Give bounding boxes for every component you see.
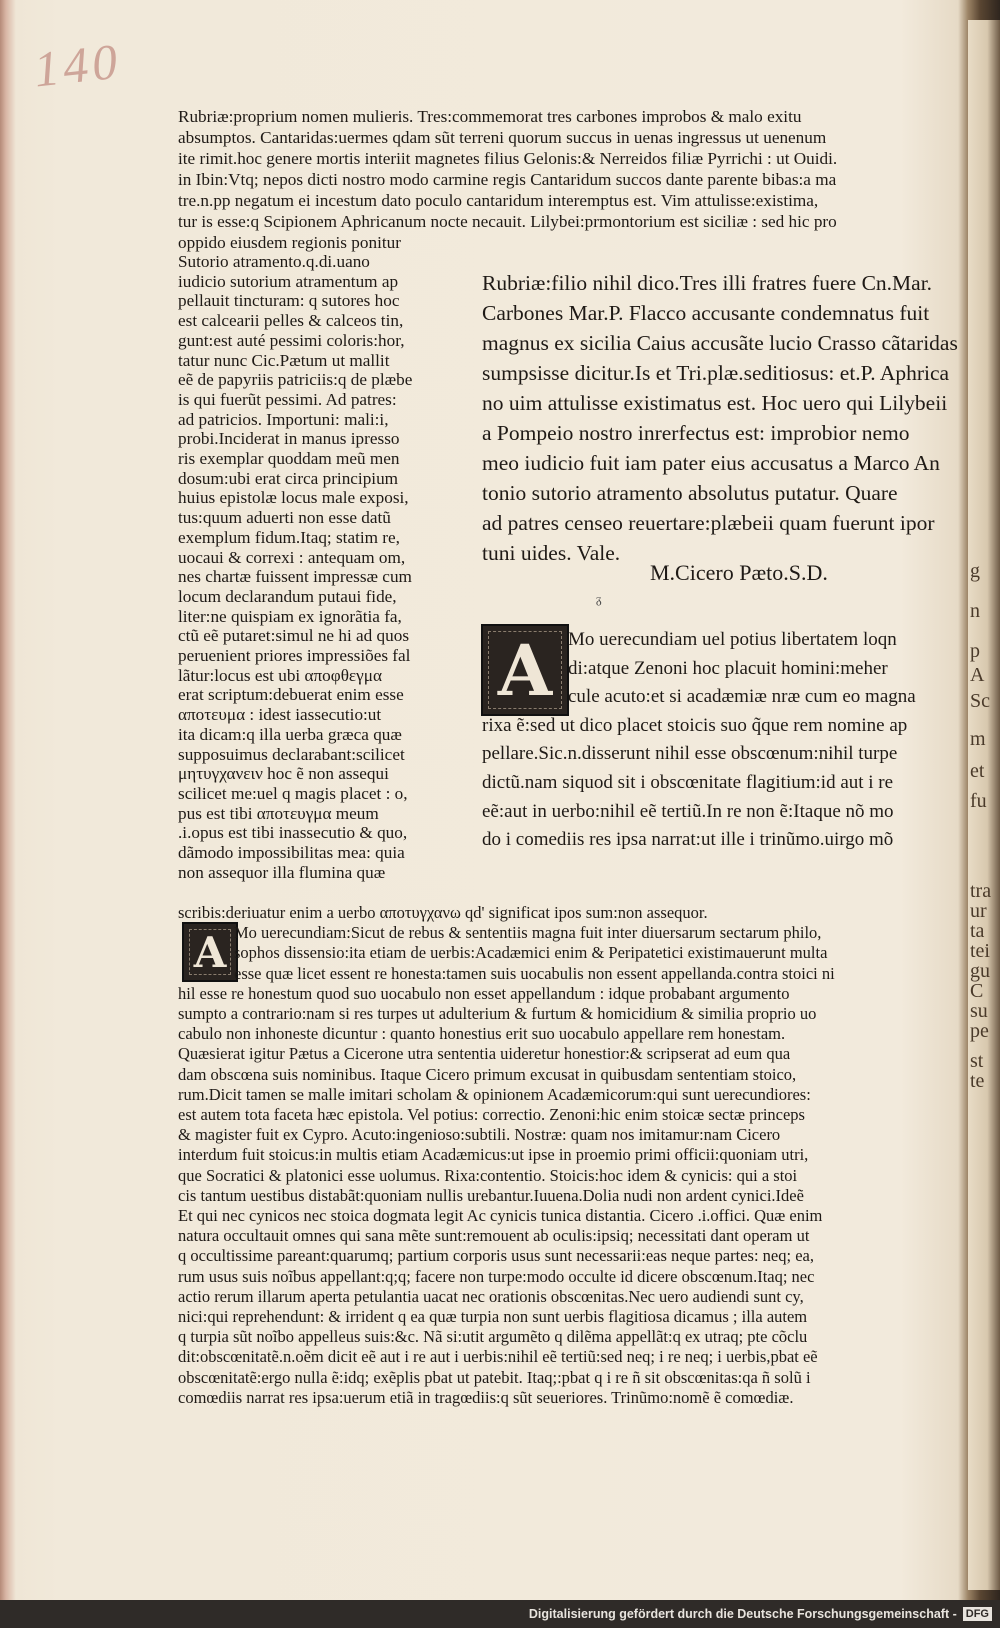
footer-credit: Digitalisierung gefördert durch die Deutsche Forschungsgemeinschaft -: [528, 1607, 957, 1621]
facing-page-fragment: m: [970, 728, 986, 750]
text-line: tur is esse:q Scipionem Aphricanum nocte necauit. Lilybei:prmontorium est siciliæ : sed hic pro: [178, 212, 837, 231]
text-line: nes chartæ fuissent impressæ cum: [178, 567, 412, 587]
folio-number: 140: [31, 32, 124, 98]
facing-page-fragment: pe: [970, 1020, 989, 1042]
text-line: comœdiis narrat res ipsa:uerum etiã in tragœdiis:q sũt seueriores. Trinũmo:nomẽ ẽ comœdiæ.: [178, 1387, 794, 1407]
text-line: tre.n.pp negatum ei incestum dato poculo cantaridum interemptus est. Vim attulisse:existima,: [178, 191, 819, 210]
text-line: nici:qui reprehendunt: & irrident q ea quæ turpia non sunt uerbis flagitiosa dicamus ; illa autem: [178, 1307, 808, 1327]
text-line: eẽ:aut in uerbo:nihil eẽ tertiũ.In re non ẽ:Itaque nõ mo: [482, 800, 894, 822]
text-line: natura occultauit omnes qui sana mẽte sunt:remouent ab oculis:ipsiq; necessitati dant operam ut: [178, 1226, 810, 1246]
text-line: cabulo non inhoneste dicuntur : quanto honestius erit suo uocabulo appellare rem honestam.: [178, 1024, 786, 1044]
facing-page-fragment: n: [970, 600, 980, 622]
text-line: scribis:deriuatur enim a uerbo αποτυγχανω qd' significat ipos sum:non assequor.: [178, 903, 708, 922]
text-line: scilicet me:uel q magis placet : o,: [178, 783, 408, 803]
text-line: obscœnitatẽ:ergo nulla ẽ:idq; exẽplis pbat ut patebit. Itaq;:pbat q i re ñ sit obscœnitas:qa ñ solũ i: [178, 1367, 811, 1387]
text-line: hil esse re honestum quod suo uocabulo non esset appellandum : idque probabant argumento: [178, 983, 790, 1003]
text-line: Et qui nec cynicos nec stoica dogmata legit Ac cynicis tunica distantia. Cicero .i.offici. Quæ enim: [178, 1206, 823, 1226]
text-line: rum usus suis noĩbus appellant:q;q; facere non turpe:modo occulte id dicere obscœnum.Itaq; nec: [178, 1266, 815, 1286]
text-line: uocaui & correxi : antequam om,: [178, 547, 406, 567]
text-line: lãtur:locus est ubi αποφθεγμα: [178, 665, 382, 685]
text-line: ite rimit.hoc genere mortis interiit magnetes filius Gelonis:& Nerreidos filiæ Pyrrichi : ut Ouidi.: [178, 149, 838, 168]
facing-page-fragment: C: [970, 980, 984, 1002]
letter-body-column: [482, 626, 968, 855]
text-line: sumpsisse dicitur.Is et Tri.plæ.seditiosus: et.P. Aphrica: [482, 361, 950, 385]
facing-page-fragment: et: [970, 760, 985, 782]
text-line: q occultissime pareant:quarumq; partium corporis usus sunt necessarii:eas neque partes: neq; ea,: [178, 1246, 814, 1266]
facing-page-fragment: p: [970, 640, 980, 662]
text-line: ris exemplar quoddam meũ men: [178, 449, 400, 469]
initial-letter: A: [193, 927, 227, 977]
text-line: & magister fuit ex Cypro. Acuto:ingenioso:subtili. Nostræ: quam nos imitamur:nam Cicero: [178, 1125, 781, 1145]
text-line: cule acuto:et si acadæmiæ nræ cum eo magna: [568, 686, 916, 708]
text-line: cis tantum uestibus distabãt:quoniam nullis urebantur.Iuuena.Dolia nudi non ardent cynici.Ideẽ: [178, 1185, 804, 1205]
letter-text-column: [482, 268, 968, 568]
facing-page-fragment: ur: [970, 900, 987, 922]
text-line: sophos dissensio:ita etiam de uerbis:Acadæmici enim & Peripatetici existimauerunt multa: [234, 943, 828, 963]
text-line: actio rerum illarum aperta petulantia uacat nec orationis obscœnitas.Nec uero audiendi sunt cy,: [178, 1286, 804, 1306]
text-line: est calcearii pelles & calceos tin,: [178, 311, 404, 331]
footer-bar: [0, 1600, 1000, 1628]
text-line: Carbones Mar.P. Flacco accusante condemnatus fuit: [482, 301, 930, 325]
text-line: Sutorio atramento.q.di.uano: [178, 252, 370, 271]
text-line: no uim attulisse existimatus est. Hoc uero qui Lilybeii: [482, 391, 948, 415]
text-line: supposuimus declarabant:scilicet: [178, 744, 405, 764]
text-line: a Pompeio nostro inrerfectus est: improbior nemo: [482, 421, 910, 445]
text-line: gunt:est auté pessimi coloris:hor,: [178, 330, 405, 350]
text-line: pellauit tincturam: q sutores hoc: [178, 291, 400, 311]
text-line: locum declarandum putaui fide,: [178, 586, 397, 606]
text-line: pellare.Sic.n.disserunt nihil esse obscœnum:nihil turpe: [482, 743, 898, 765]
text-line: tatur nunc Cic.Pætum ut mallit: [178, 350, 390, 370]
facing-page-fragment: te: [970, 1070, 985, 1092]
facing-page-fragment: ta: [970, 920, 985, 942]
text-line: probi.Inciderat in manus ipresso: [178, 429, 400, 449]
ink-mark: ᵹ: [596, 592, 602, 606]
text-line: in Ibin:Vtq; nepos dicti nostro modo carmine regis Cantaridum succos dante parente bibas:a ma: [178, 170, 837, 189]
text-line: rixa ẽ:sed ut dico placet stoicis suo q̃que rem nomine ap: [482, 714, 908, 736]
text-line: Rubriæ:proprium nomen mulieris. Tres:commemorat tres carbones improbos & malo exitu: [178, 107, 802, 126]
text-line: ad patres censeo reuertare:plæbeii quam fuerunt ipor: [482, 511, 935, 535]
text-line: dosum:ubi erat circa principium: [178, 468, 399, 488]
facing-page-fragment: tra: [970, 880, 992, 902]
text-line: iudicio sutorium atramentum ap: [178, 271, 399, 291]
text-line: erat scriptum:debuerat enim esse: [178, 685, 404, 705]
facing-page-edge: [968, 20, 1000, 1590]
facing-page-fragment: st: [970, 1050, 984, 1072]
text-line: Mo uerecundiam uel potius libertatem loqn: [568, 629, 897, 650]
letter-title: M.Cicero Pæto.S.D.: [650, 560, 828, 585]
facing-page-fragment: gu: [970, 960, 990, 982]
facing-page-fragment: Sc: [970, 690, 990, 712]
text-line: ctũ eẽ putaret:simul ne hi ad quos: [178, 626, 410, 646]
initial-letter: A: [497, 628, 553, 712]
text-line: dam obscœna suis nominibus. Itaque Cicero primum excusat in quibusdam sententiam stoico,: [178, 1064, 797, 1084]
text-line: do i comediis res ipsa narrat:ut ille i trinũmo.uirgo mõ: [482, 829, 894, 851]
facing-page-fragment: A: [970, 664, 985, 686]
commentary-top: [178, 106, 964, 253]
text-line: absumptos. Cantaridas:uermes qdam sũt terreni quorum succus in uenas ingressus ut uenenum: [178, 128, 827, 147]
text-line: αποτευμα : idest iassecutio:ut: [178, 705, 382, 725]
text-line: tuni uides. Vale.: [482, 541, 621, 565]
text-line: dãmodo impossibilitas mea: quia: [178, 843, 405, 863]
text-line: peruenient priores impressiões fal: [178, 646, 411, 666]
text-line: dit:obscœnitatẽ.n.oẽm dicit eẽ aut i re aut i uerbis:nihil eẽ tertiũ:sed neq; i re neq; i uerbis,pbat eẽ: [178, 1347, 818, 1367]
facing-page-fragment: g: [970, 560, 980, 582]
text-line: tus:quum aduerti non esse datũ: [178, 508, 391, 528]
text-line: .i.opus est tibi inassecutio & quo,: [178, 823, 408, 843]
text-line: magnus ex sicilia Caius accusãte lucio Crasso cãtaridas: [482, 331, 958, 355]
dfg-logo: DFG: [963, 1607, 992, 1621]
text-line: Rubriæ:filio nihil dico.Tres illi fratres fuere Cn.Mar.: [482, 271, 933, 295]
text-line: exemplum fidum.Itaq; statim re,: [178, 527, 400, 547]
text-line: que Socratici & platonici esse uolumus. Rixa:contentio. Stoicis:hoc idem & cynicis: qui a stoi: [178, 1165, 798, 1185]
text-line: Quæsierat igitur Pætus a Cicerone utra sententia uideretur honestior:& scripserat ad eum qua: [178, 1044, 791, 1064]
text-line: sumpto a contrario:nam si res turpes ut adulterium & furtum & homicidium & similia proprio uo: [178, 1004, 817, 1024]
facing-page-fragment: tei: [970, 940, 990, 962]
text-line: est autem tota faceta hæc epistola. Vel potius: correctio. Zenoni:hic enim stoicæ sectæ princeps: [178, 1105, 805, 1125]
text-line: q turpia sũt noĩbo appelleus suis:&c. Nã si:utit argumẽto q dilẽma appellãt:q ex utraq; pte cõclu: [178, 1327, 808, 1347]
text-line: rum.Dicit tamen se malle imitari scholam & opinionem Acadæmicorum:qui sunt uerecundiores:: [178, 1084, 811, 1104]
facing-page-fragment: su: [970, 1000, 988, 1022]
text-line: interdum fuit stoicus:in multis etiam Acadæmicus:ut ipse in proemio primi officii:quoniam utri,: [178, 1145, 809, 1165]
text-line: μητυγχανειν hoc ẽ non assequi: [178, 764, 389, 784]
commentary-left-column: [178, 252, 466, 883]
text-line: Mo uerecundiam:Sicut de rebus & sententiis magna fuit inter diuersarum sectarum philo,: [234, 923, 822, 943]
facing-page-fragment: fu: [970, 790, 987, 812]
text-line: di:atque Zenoni hoc placuit homini:meher: [568, 657, 888, 679]
text-line: ita dicam:q illa uerba græca quæ: [178, 724, 402, 744]
text-line: huius epistolæ locus male exposi,: [178, 488, 409, 508]
text-line: non assequor illa flumina quæ: [178, 862, 386, 882]
text-line: meo iudicio fuit iam pater eius accusatus a Marco An: [482, 451, 940, 475]
text-line: is qui fuerũt pessimi. Ad patres:: [178, 389, 397, 409]
text-line: liter:ne quispiam ex ignorãtia fa,: [178, 606, 402, 626]
text-line: tonio sutorio atramento absolutus putatur. Quare: [482, 481, 898, 505]
text-line: eẽ de papyriis patriciis:q de plæbe: [178, 370, 413, 390]
commentary-bottom: [178, 903, 964, 1408]
text-line: esse quæ licet essent re honesta:tamen suis uocabulis non essent appellanda.contra stoici ni: [234, 963, 835, 983]
text-line: dictũ.nam siquod sit i obscœnitate flagitium:id aut i re: [482, 771, 894, 793]
text-line: oppido eiusdem regionis ponitur: [178, 233, 401, 252]
text-line: ad patricios. Importuni: mali:i,: [178, 409, 389, 429]
text-line: pus est tibi αποτευγμα meum: [178, 803, 379, 823]
